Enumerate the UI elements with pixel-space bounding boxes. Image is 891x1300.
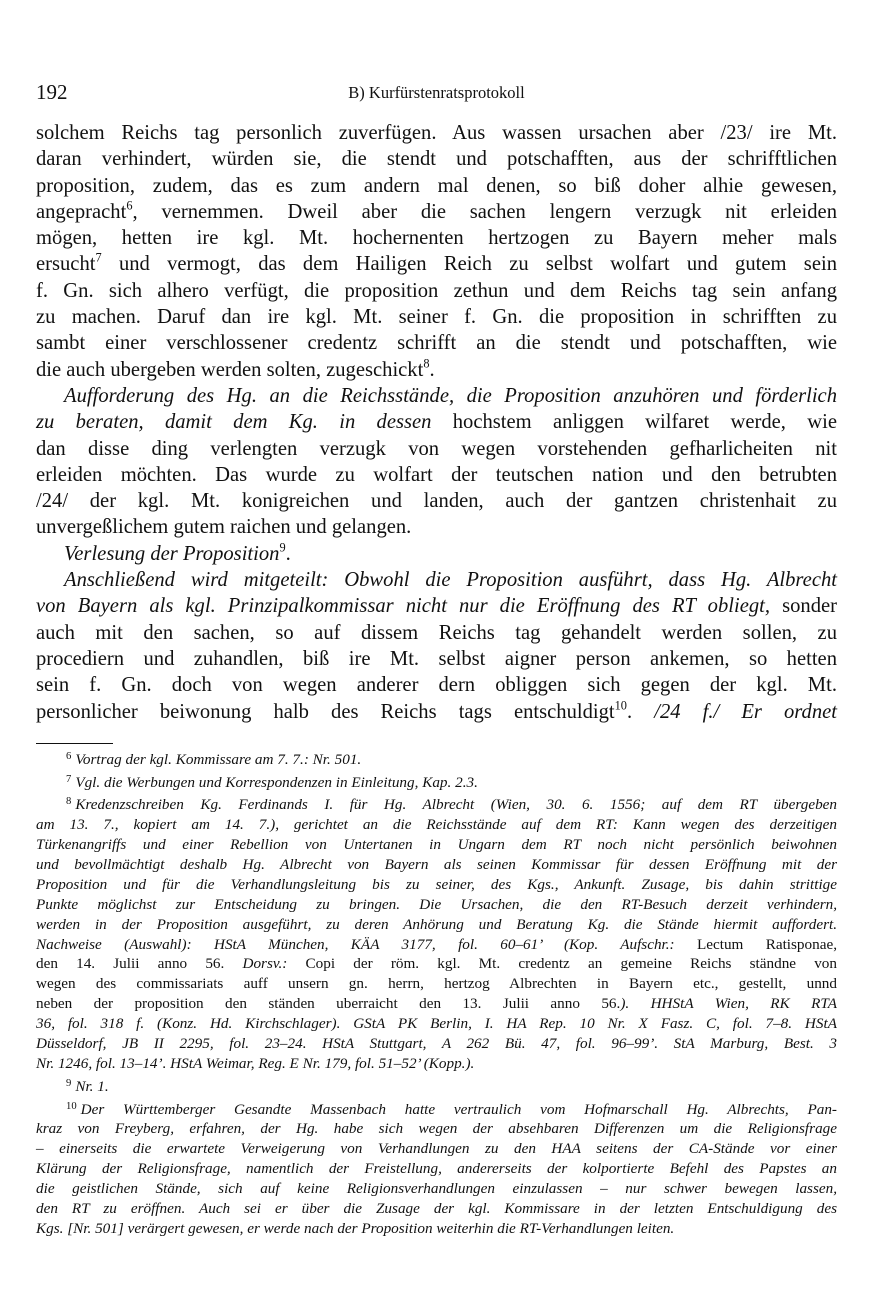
main-text <box>36 120 837 725</box>
footnote-number: 6 <box>66 751 72 762</box>
paragraph-2 <box>36 383 837 541</box>
paragraph-1 <box>36 120 837 383</box>
footnote-ref[interactable]: 6 <box>126 198 133 213</box>
footnote-number: 7 <box>66 773 72 785</box>
text-line: angepracht$^6$, vernemmen. Dweil aber die sachen lengern verzugk nit erleiden <box>36 198 837 223</box>
paragraph-3 <box>36 541 837 567</box>
paragraph-4 <box>36 567 837 725</box>
footnote-ref[interactable]: 9 <box>279 540 286 555</box>
text-line: von Bayern als kgl. Prinzipalkommissar nicht nur die Eröffnung des RT obliegt, sonder <box>36 595 837 618</box>
text-line: zu beraten, damit dem Kg. in dessen hochstem anliggen wilfaret werde, wie <box>36 411 837 434</box>
running-title: B) Kurfürstenratsprotokoll <box>348 83 525 102</box>
footnote-number: 8 <box>66 796 72 808</box>
footnote-7: 7 Vgl. die Werbungen und Korrespondenzen in Einleitung, Kap. 2.3. <box>36 770 837 793</box>
text-line: erleiden möchten. Das wurde zu wolfart der teutschen nation und den betrubten <box>36 463 837 486</box>
footnote-ref[interactable]: 8 <box>423 356 430 371</box>
text-line: proposition, zudem, das es zum andern mal denen, so biß doher alhie gewesen, <box>36 174 837 197</box>
text-line: mögen, hetten ire kgl. Mt. hochernenten hertzogen zu Bayern meher mals <box>36 227 837 250</box>
editorial-summary: von Bayern als kgl. Prinzipalkommissar nicht nur die Eröffnung des RT obliegt, <box>36 595 771 618</box>
editorial-summary-line: Anschließend wird mitgeteilt: Obwohl die Proposition ausführt, dass Hg. Albrecht <box>64 569 837 592</box>
text-line: die auch ubergeben werden solten, zugeschickt$^8$. <box>36 356 435 381</box>
footnote-6: 6 Vortrag der kgl. Kommissare am 7. 7.: Nr. 501. <box>36 747 837 770</box>
footnotes <box>36 747 837 1239</box>
editorial-summary: Verlesung der Proposition <box>64 542 280 565</box>
text-line: auch mit den sachen, so auf dissem Reichs tag gehandelt werden sollen, zu <box>36 621 837 644</box>
text-line: personlicher beiwonung halb des Reichs tags entschuldigt$^{10}$. /24 f./ Er ordnet <box>36 697 838 723</box>
text-line: Verlesung der Proposition$^9$. <box>64 540 291 565</box>
text-line: sambt einer verschlossener credentz schrifft an die stendt und potschafften, wie <box>36 332 837 355</box>
footnote-ref[interactable]: 10 <box>614 697 627 712</box>
footnote-ref[interactable]: 7 <box>95 250 102 265</box>
footnote-number: 9 <box>66 1077 72 1089</box>
footnote-8: 8 Kredenzschreiben Kg. Ferdinands I. für Hg. Albrecht (Wien, 30. 6. 1556; auf dem RT übergeben am 13. 7., kopiert am 14. 7.), gerichtet an die Reichsstände auf dem RT: Kann wegen des derzeitigen Türkenangriffs und einer Rebellion von Untertanen in Ungarn dem RT noch nicht persönlich beiwohnen und bevollmächtigt deshalb Hg. Albrecht von Bayern als seinen Kommissar für dessen Eröffnung mit der Proposition und für die Verhandlungsleitung bis zu seiner, des Kgs., Ankunft. Zusage, bis dahin strittige Punkte möglichst zur Entscheidung zu bringen. Die Ursachen, die den RT-Besuch derzeit verhindern, werden in der Proposition ausgeführt, zu deren Anhörung und Beratung Kg. die Stände hiermit auffordert. Nachweise (Auswahl): HStA München, KÄA 3177, fol. 60–61’ (Kop. Aufschr.: Lectum Ratisponae, den 14. Julii anno 56. Dorsv.: Copi der röm. kgl. Mt. credentz an gemeine Reichs ständne von wegen des commissariats auff unsern gn. herrn, hertzog Albrechten in Bayern etc., gestellt, unnd neben der proposition den ständen uberraicht den 13. Julii anno 56.). HHStA Wien, RK RTA 36, fol. 318 f. (Konz. Hd. Kirchschlager). GStA PK Berlin, I. HA Rep. 10 Nr. X Fasz. C, fol. 7–8. HStA Düsseldorf, JB II 2295, fol. 23–24. HStA Stuttgart, A 262 Bü. 47, fol. 96–99’. StA Marburg, Best. 3 Nr. 1246, fol. 13–14’. HStA Weimar, Reg. E Nr. 179, fol. 51–52’ (Kopp.). <box>36 792 837 1073</box>
text-line: solchem Reichs tag personlich zuverfügen. Aus wassen ursachen aber /23/ ire Mt. <box>36 122 837 144</box>
running-head <box>36 80 837 104</box>
editorial-summary: /24 f./ Er ordnet <box>654 700 838 723</box>
editorial-summary-line: Aufforderung des Hg. an die Reichsstände, die Proposition anzuhören und förderlich <box>64 384 837 407</box>
footnote-10: 10 Der Württemberger Gesandte Massenbach hatte vertraulich vom Hofmarschall Hg. Albrechts, Pan- kraz von Freyberg, erfahren, der Hg. habe sich wegen der absehbaren Differenzen um die Religionsfrage – einerseits die erwartete Verweigerung von Verhandlungen zu den HAA seitens der CA-Stände vor einer Klärung der Religionsfrage, namentlich der Freistellung, andererseits der kolportierte Befehl des Papstes an die geistlichen Stände, sich auf keine Religionsverhandlungen einzulassen – nur schwer bewegen lassen, den RT zu eröffnen. Auch sei er über die Zusage der kgl. Kommissare in der letzten Entschuldigung des Kgs. [Nr. 501] verärgert gewesen, er werde nach der Proposition weiterhin die RT-Verhandlungen leiten. <box>36 1097 837 1239</box>
text-line: /24/ der kgl. Mt. konigreichen und landen, auch der gantzen christenhait zu <box>36 490 837 513</box>
text-line: ersucht$^7$ und vermogt, das dem Hailigen Reich zu selbst wolfart und gutem sein <box>36 250 837 276</box>
footnote-9: 9 Nr. 1. <box>36 1074 837 1097</box>
page-number: 192 <box>36 80 68 104</box>
footnote-separator <box>36 743 113 744</box>
footnote-number: 10 <box>66 1100 77 1112</box>
text-line: zu machen. Daruf dan ire kgl. Mt. seiner f. Gn. die proposition in schrifften zu <box>36 306 837 329</box>
text-line: dan disse ding verlengten verzugk von wegen vorstehenden gefharlicheiten nit <box>36 437 837 460</box>
editorial-summary: zu beraten, damit dem Kg. in dessen <box>36 411 432 434</box>
text-line: procediern und zuhandlen, biß ire Mt. selbst aigner person ankemen, so hetten <box>36 647 837 670</box>
text-line: f. Gn. sich alhero verfügt, die proposition zethun und dem Reichs tag sein anfang <box>36 279 837 302</box>
text-line: unvergeßlichem gutem raichen und gelangen. <box>36 516 412 539</box>
text-line: sein f. Gn. doch von wegen anderer dern obliggen sich gegen der kgl. Mt. <box>36 674 837 697</box>
text-line: daran verhindert, würden sie, die stendt und potschafften, aus der schrifftlichen <box>36 148 837 171</box>
